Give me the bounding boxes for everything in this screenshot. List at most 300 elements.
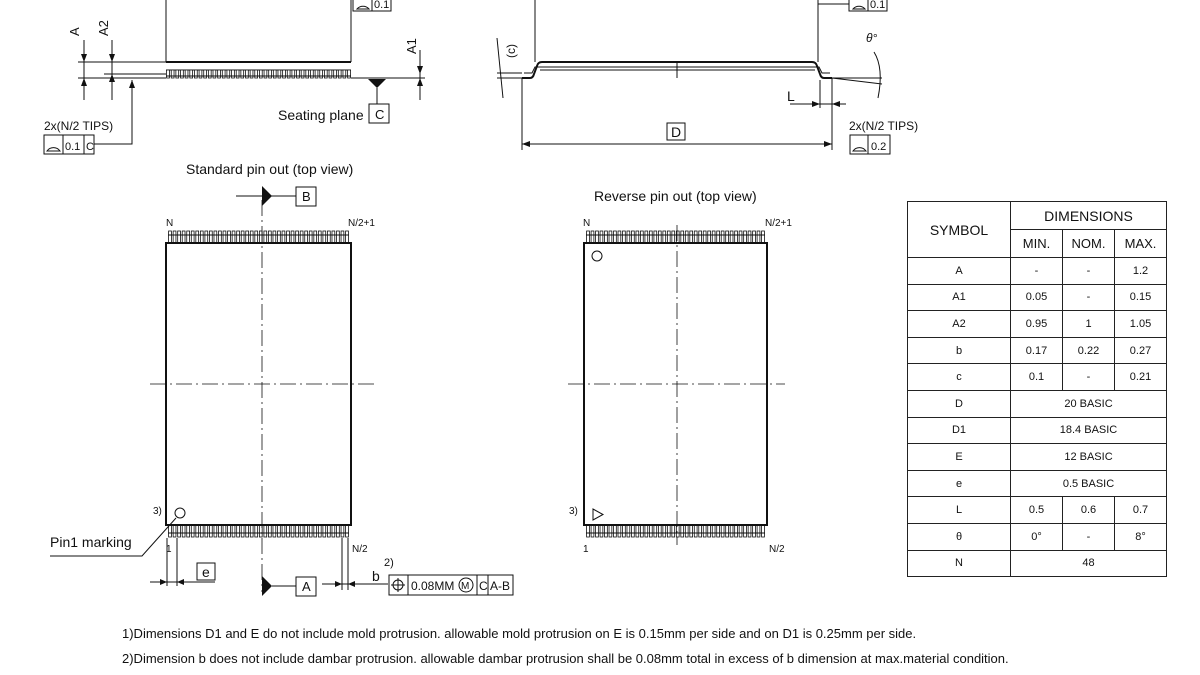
lead-pin xyxy=(744,525,747,537)
max-cell: 1.05 xyxy=(1115,311,1167,338)
lead-pin xyxy=(327,525,330,537)
lead-pin xyxy=(708,231,711,243)
lead-pin xyxy=(346,525,349,537)
symbol-cell: N xyxy=(908,550,1011,577)
lead-pin xyxy=(690,525,693,537)
lead-pin xyxy=(209,525,212,537)
lead-pin xyxy=(300,231,303,243)
lead-pin xyxy=(268,231,271,243)
nom-cell: - xyxy=(1063,258,1115,285)
side-view-left xyxy=(44,0,425,154)
lead-pin xyxy=(717,231,720,243)
lead-pin xyxy=(721,231,724,243)
lead-pin xyxy=(672,525,675,537)
lead-pin xyxy=(757,525,760,537)
lead-pin xyxy=(663,525,666,537)
lead-pin xyxy=(297,70,300,78)
lead-pin xyxy=(744,231,747,243)
table-row xyxy=(908,390,1167,417)
lead-pin xyxy=(169,525,172,537)
lead-pin xyxy=(323,525,326,537)
lead-pin xyxy=(748,525,751,537)
max-cell: 0.15 xyxy=(1115,284,1167,311)
lead-pin xyxy=(278,525,281,537)
lead-pin xyxy=(209,231,212,243)
basic-value-cell: 12 BASIC xyxy=(1011,444,1167,471)
datum-A: A xyxy=(302,579,311,594)
lead-pin xyxy=(596,525,599,537)
dim-e-label: e xyxy=(202,564,210,580)
symbol-cell: b xyxy=(908,337,1011,364)
lead-pin xyxy=(222,70,225,78)
lead-pin xyxy=(255,525,258,537)
lead-pin xyxy=(305,231,308,243)
lead-pin xyxy=(173,525,176,537)
lead-pin xyxy=(614,231,617,243)
lead-pin xyxy=(232,70,235,78)
dimensions-table xyxy=(907,201,1167,577)
lead-pin xyxy=(748,231,751,243)
lead-pin xyxy=(327,231,330,243)
lead-pin xyxy=(296,231,299,243)
lead-pin xyxy=(182,231,185,243)
lead-pin xyxy=(614,525,617,537)
table-row xyxy=(908,550,1167,577)
profile-surface-icon xyxy=(357,6,369,9)
lead-pin xyxy=(658,231,661,243)
lead-pin xyxy=(182,525,185,537)
lead-pin xyxy=(306,70,309,78)
pin1-marking-label: Pin1 marking xyxy=(50,534,132,550)
max-cell: 0.27 xyxy=(1115,337,1167,364)
lead-pin xyxy=(318,231,321,243)
note-1: 1)Dimensions D1 and E do not include mold protrusion. allowable mold protrusion on E is 0.15mm per side and on D1 is 0.25mm per side. xyxy=(122,626,917,641)
min-cell: - xyxy=(1011,258,1063,285)
lead-pin xyxy=(762,231,765,243)
max-cell: 0.7 xyxy=(1115,497,1167,524)
lead-pin xyxy=(694,231,697,243)
position-tol-value: 0.08MM xyxy=(411,579,455,593)
lead-pin xyxy=(324,70,327,78)
min-cell: 0° xyxy=(1011,523,1063,550)
lead-pin xyxy=(178,525,181,537)
lead-pin xyxy=(278,231,281,243)
lead-pin xyxy=(640,525,643,537)
lead-pin xyxy=(341,231,344,243)
lead-pin xyxy=(654,525,657,537)
lead-pin xyxy=(228,231,231,243)
rev-pin-N2: N/2 xyxy=(769,544,785,555)
lead-pin xyxy=(237,525,240,537)
standard-view-title: Standard pin out (top view) xyxy=(186,161,354,177)
lead-pin xyxy=(255,231,258,243)
lead-pin xyxy=(694,525,697,537)
symbol-cell: c xyxy=(908,364,1011,391)
lead-pin xyxy=(305,525,308,537)
dim-A2-label: A2 xyxy=(96,20,111,36)
lead-pin xyxy=(187,525,190,537)
lead-pin xyxy=(605,231,608,243)
lead-pin xyxy=(334,70,337,78)
position-mod: M xyxy=(461,581,470,592)
min-cell: 0.1 xyxy=(1011,364,1063,391)
lead-pin xyxy=(190,70,193,78)
lead-pin xyxy=(300,525,303,537)
rev-bot-leads xyxy=(586,525,765,537)
tol-top-left: 0.1 xyxy=(374,0,390,11)
lead-pin xyxy=(264,70,267,78)
lead-pin xyxy=(223,525,226,537)
dimensions-header: DIMENSIONS xyxy=(1011,202,1167,230)
lead-pin xyxy=(346,231,349,243)
seating-ref: C xyxy=(375,107,385,122)
lead-pin xyxy=(591,231,594,243)
lead-pin xyxy=(291,525,294,537)
max-cell: 8° xyxy=(1115,523,1167,550)
lead-pin xyxy=(282,231,285,243)
std-pin-1: 1 xyxy=(166,544,172,555)
lead-pin xyxy=(214,525,217,537)
lead-pin xyxy=(721,525,724,537)
lead-pin xyxy=(219,231,222,243)
tol-left: 0.1 xyxy=(65,141,81,153)
lead-pin xyxy=(250,70,253,78)
lead-pin xyxy=(739,231,742,243)
lead-pin xyxy=(228,525,231,537)
lead-pin xyxy=(173,231,176,243)
lead-pin xyxy=(596,231,599,243)
table-row xyxy=(908,364,1167,391)
datum-B: B xyxy=(302,189,311,204)
lead-pin xyxy=(241,525,244,537)
lead-pin xyxy=(762,525,765,537)
table-row xyxy=(908,444,1167,471)
lead-pin xyxy=(273,525,276,537)
lead-pin xyxy=(681,231,684,243)
dim-A-label: A xyxy=(67,27,82,36)
symbol-cell: θ xyxy=(908,523,1011,550)
dim-A1-label: A1 xyxy=(404,38,419,54)
position-ref1: C xyxy=(479,579,488,593)
rev-pin-1: 1 xyxy=(583,544,589,555)
symbol-cell: A xyxy=(908,258,1011,285)
lead-pin xyxy=(730,231,733,243)
lead-pin xyxy=(712,231,715,243)
lead-pin xyxy=(310,70,313,78)
lead-pin xyxy=(645,231,648,243)
lead-pin xyxy=(618,231,621,243)
lead-pin xyxy=(264,231,267,243)
basic-value-cell: 18.4 BASIC xyxy=(1011,417,1167,444)
lead-pin xyxy=(323,231,326,243)
lead-pin xyxy=(708,525,711,537)
lead-pin xyxy=(757,231,760,243)
lead-pin xyxy=(685,525,688,537)
note-2: 2)Dimension b does not include dambar protrusion. allowable dambar protrusion shall be 0.08mm total in excess of b dimension at max.material condition. xyxy=(122,651,1009,666)
nom-cell: 1 xyxy=(1063,311,1115,338)
lead-pin xyxy=(337,525,340,537)
lead-pin xyxy=(269,70,272,78)
lead-pin xyxy=(278,70,281,78)
lead-pin xyxy=(609,231,612,243)
lead-pin xyxy=(337,231,340,243)
max-header: MAX. xyxy=(1115,230,1167,258)
lead-pin xyxy=(250,231,253,243)
lead-pin xyxy=(205,525,208,537)
lead-pin xyxy=(176,70,179,78)
lead-pin xyxy=(320,70,323,78)
tol-left-ref: C xyxy=(86,141,94,153)
lead-pin xyxy=(623,231,626,243)
symbol-cell: A1 xyxy=(908,284,1011,311)
lead-pin xyxy=(181,70,184,78)
dim-c-label: (c) xyxy=(504,44,518,58)
lead-pin xyxy=(699,231,702,243)
lead-pin xyxy=(200,525,203,537)
symbol-cell: D xyxy=(908,390,1011,417)
lead-pin xyxy=(315,70,318,78)
lead-pin xyxy=(649,231,652,243)
lead-pin xyxy=(255,70,258,78)
standard-top-view xyxy=(50,161,513,596)
table-row xyxy=(908,497,1167,524)
lead-pin xyxy=(338,70,341,78)
lead-pin xyxy=(227,70,230,78)
lead-pin xyxy=(273,231,276,243)
table-row xyxy=(908,523,1167,550)
lead-pin xyxy=(600,231,603,243)
lead-pin xyxy=(309,231,312,243)
lead-pin xyxy=(246,231,249,243)
lead-pin xyxy=(631,231,634,243)
lead-pin xyxy=(191,525,194,537)
lead-pin xyxy=(194,70,197,78)
lead-pin xyxy=(753,525,756,537)
std-marker-note: 3) xyxy=(153,506,162,517)
lead-pin xyxy=(250,525,253,537)
lead-pin xyxy=(703,231,706,243)
lead-pin xyxy=(314,525,317,537)
lead-pin xyxy=(703,525,706,537)
lead-pin xyxy=(232,231,235,243)
nom-cell: - xyxy=(1063,523,1115,550)
nom-cell: 0.6 xyxy=(1063,497,1115,524)
lead-pin xyxy=(609,525,612,537)
nom-cell: - xyxy=(1063,364,1115,391)
lead-pin xyxy=(213,70,216,78)
lead-pin xyxy=(341,525,344,537)
profile-surface-icon xyxy=(853,148,866,151)
lead-pin xyxy=(205,231,208,243)
symbol-header: SYMBOL xyxy=(908,202,1011,258)
min-cell: 0.95 xyxy=(1011,311,1063,338)
lead-pin xyxy=(663,231,666,243)
lead-pin xyxy=(204,70,207,78)
lead-pin xyxy=(287,231,290,243)
lead-pin xyxy=(169,231,172,243)
symbol-cell: E xyxy=(908,444,1011,471)
lead-pin xyxy=(332,525,335,537)
lead-pin xyxy=(171,70,174,78)
note2-marker: 2) xyxy=(384,557,394,569)
lead-pin xyxy=(287,525,290,537)
nom-header: NOM. xyxy=(1063,230,1115,258)
lead-pin xyxy=(273,70,276,78)
lead-pin xyxy=(600,525,603,537)
lead-pin xyxy=(200,231,203,243)
lead-pin xyxy=(314,231,317,243)
tol-right: 0.2 xyxy=(871,141,887,153)
lead-pin xyxy=(649,525,652,537)
lead-pin xyxy=(735,231,738,243)
dim-theta-label: θ° xyxy=(866,31,878,45)
lead-pin xyxy=(283,70,286,78)
rev-pin-N: N xyxy=(583,218,591,229)
lead-pin xyxy=(318,525,321,537)
lead-pin xyxy=(187,231,190,243)
lead-pin xyxy=(681,525,684,537)
basic-value-cell: 20 BASIC xyxy=(1011,390,1167,417)
lead-pin xyxy=(690,231,693,243)
table-row xyxy=(908,470,1167,497)
lead-pin xyxy=(332,231,335,243)
lead-pin xyxy=(685,231,688,243)
symbol-cell: D1 xyxy=(908,417,1011,444)
nom-cell: - xyxy=(1063,284,1115,311)
lead-pin xyxy=(223,231,226,243)
lead-pin xyxy=(605,525,608,537)
side-leads xyxy=(166,70,351,78)
lead-pin xyxy=(726,525,729,537)
lead-pin xyxy=(309,525,312,537)
nom-cell: 0.22 xyxy=(1063,337,1115,364)
lead-pin xyxy=(214,231,217,243)
dim-L-label: L xyxy=(787,88,795,104)
lead-pin xyxy=(717,525,720,537)
lead-pin xyxy=(236,70,239,78)
lead-pin xyxy=(654,231,657,243)
lead-pin xyxy=(232,525,235,537)
table-row xyxy=(908,417,1167,444)
lead-pin xyxy=(726,231,729,243)
max-cell: 0.21 xyxy=(1115,364,1167,391)
lead-pin xyxy=(199,70,202,78)
lead-pin xyxy=(296,525,299,537)
lead-pin xyxy=(178,231,181,243)
symbol-cell: A2 xyxy=(908,311,1011,338)
tips-right-label: 2x(N/2 TIPS) xyxy=(849,119,919,133)
lead-pin xyxy=(636,525,639,537)
lead-pin xyxy=(631,525,634,537)
dim-b-label: b xyxy=(372,568,380,584)
lead-pin xyxy=(343,70,346,78)
lead-pin xyxy=(287,70,290,78)
max-cell: 1.2 xyxy=(1115,258,1167,285)
reverse-view-title: Reverse pin out (top view) xyxy=(594,188,757,204)
lead-pin xyxy=(191,231,194,243)
lead-pin xyxy=(268,525,271,537)
rev-top-leads xyxy=(586,231,765,243)
std-top-leads xyxy=(168,231,349,243)
lead-pin xyxy=(237,231,240,243)
lead-pin xyxy=(645,525,648,537)
lead-pin xyxy=(667,525,670,537)
tol-top-right: 0.1 xyxy=(870,0,886,11)
lead-pin xyxy=(241,70,244,78)
lead-pin xyxy=(241,231,244,243)
lead-pin xyxy=(196,231,199,243)
lead-pin xyxy=(218,70,221,78)
profile-surface-icon xyxy=(853,6,865,9)
lead-pin xyxy=(636,231,639,243)
min-cell: 0.5 xyxy=(1011,497,1063,524)
lead-pin xyxy=(246,525,249,537)
lead-pin xyxy=(753,231,756,243)
lead-pin xyxy=(623,525,626,537)
lead-pin xyxy=(196,525,199,537)
lead-pin xyxy=(730,525,733,537)
rev-pin-N2plus1: N/2+1 xyxy=(765,218,792,229)
table-row xyxy=(908,311,1167,338)
table-row xyxy=(908,258,1167,285)
tips-left-label: 2x(N/2 TIPS) xyxy=(44,119,114,133)
lead-pin xyxy=(208,70,211,78)
lead-pin xyxy=(219,525,222,537)
lead-pin xyxy=(587,525,590,537)
lead-pin xyxy=(699,525,702,537)
lead-pin xyxy=(167,70,170,78)
table-row xyxy=(908,284,1167,311)
reverse-top-view xyxy=(568,188,792,555)
seating-plane-label: Seating plane xyxy=(278,107,364,123)
lead-pin xyxy=(264,525,267,537)
lead-pin xyxy=(246,70,249,78)
min-header: MIN. xyxy=(1011,230,1063,258)
lead-pin xyxy=(658,525,661,537)
lead-pin xyxy=(292,70,295,78)
min-cell: 0.17 xyxy=(1011,337,1063,364)
lead-pin xyxy=(735,525,738,537)
lead-pin xyxy=(259,70,262,78)
std-pin-N2plus1: N/2+1 xyxy=(348,218,375,229)
lead-pin xyxy=(348,70,351,78)
lead-pin xyxy=(627,231,630,243)
lead-pin xyxy=(618,525,621,537)
profile-surface-icon xyxy=(47,148,60,151)
lead-pin xyxy=(587,231,590,243)
min-cell: 0.05 xyxy=(1011,284,1063,311)
lead-pin xyxy=(185,70,188,78)
basic-value-cell: 0.5 BASIC xyxy=(1011,470,1167,497)
lead-pin xyxy=(667,231,670,243)
lead-pin xyxy=(739,525,742,537)
basic-value-cell: 48 xyxy=(1011,550,1167,577)
lead-pin xyxy=(627,525,630,537)
lead-pin xyxy=(591,525,594,537)
lead-pin xyxy=(712,525,715,537)
symbol-cell: L xyxy=(908,497,1011,524)
std-pin-N2: N/2 xyxy=(352,544,368,555)
std-pin-N: N xyxy=(166,218,174,229)
lead-pin xyxy=(301,70,304,78)
rev-marker-note: 3) xyxy=(569,506,578,517)
lead-pin xyxy=(329,70,332,78)
table-row xyxy=(908,337,1167,364)
side-view-right xyxy=(497,0,918,154)
lead-pin xyxy=(282,525,285,537)
position-ref2: A-B xyxy=(490,579,511,593)
dim-D-label: D xyxy=(671,124,682,140)
